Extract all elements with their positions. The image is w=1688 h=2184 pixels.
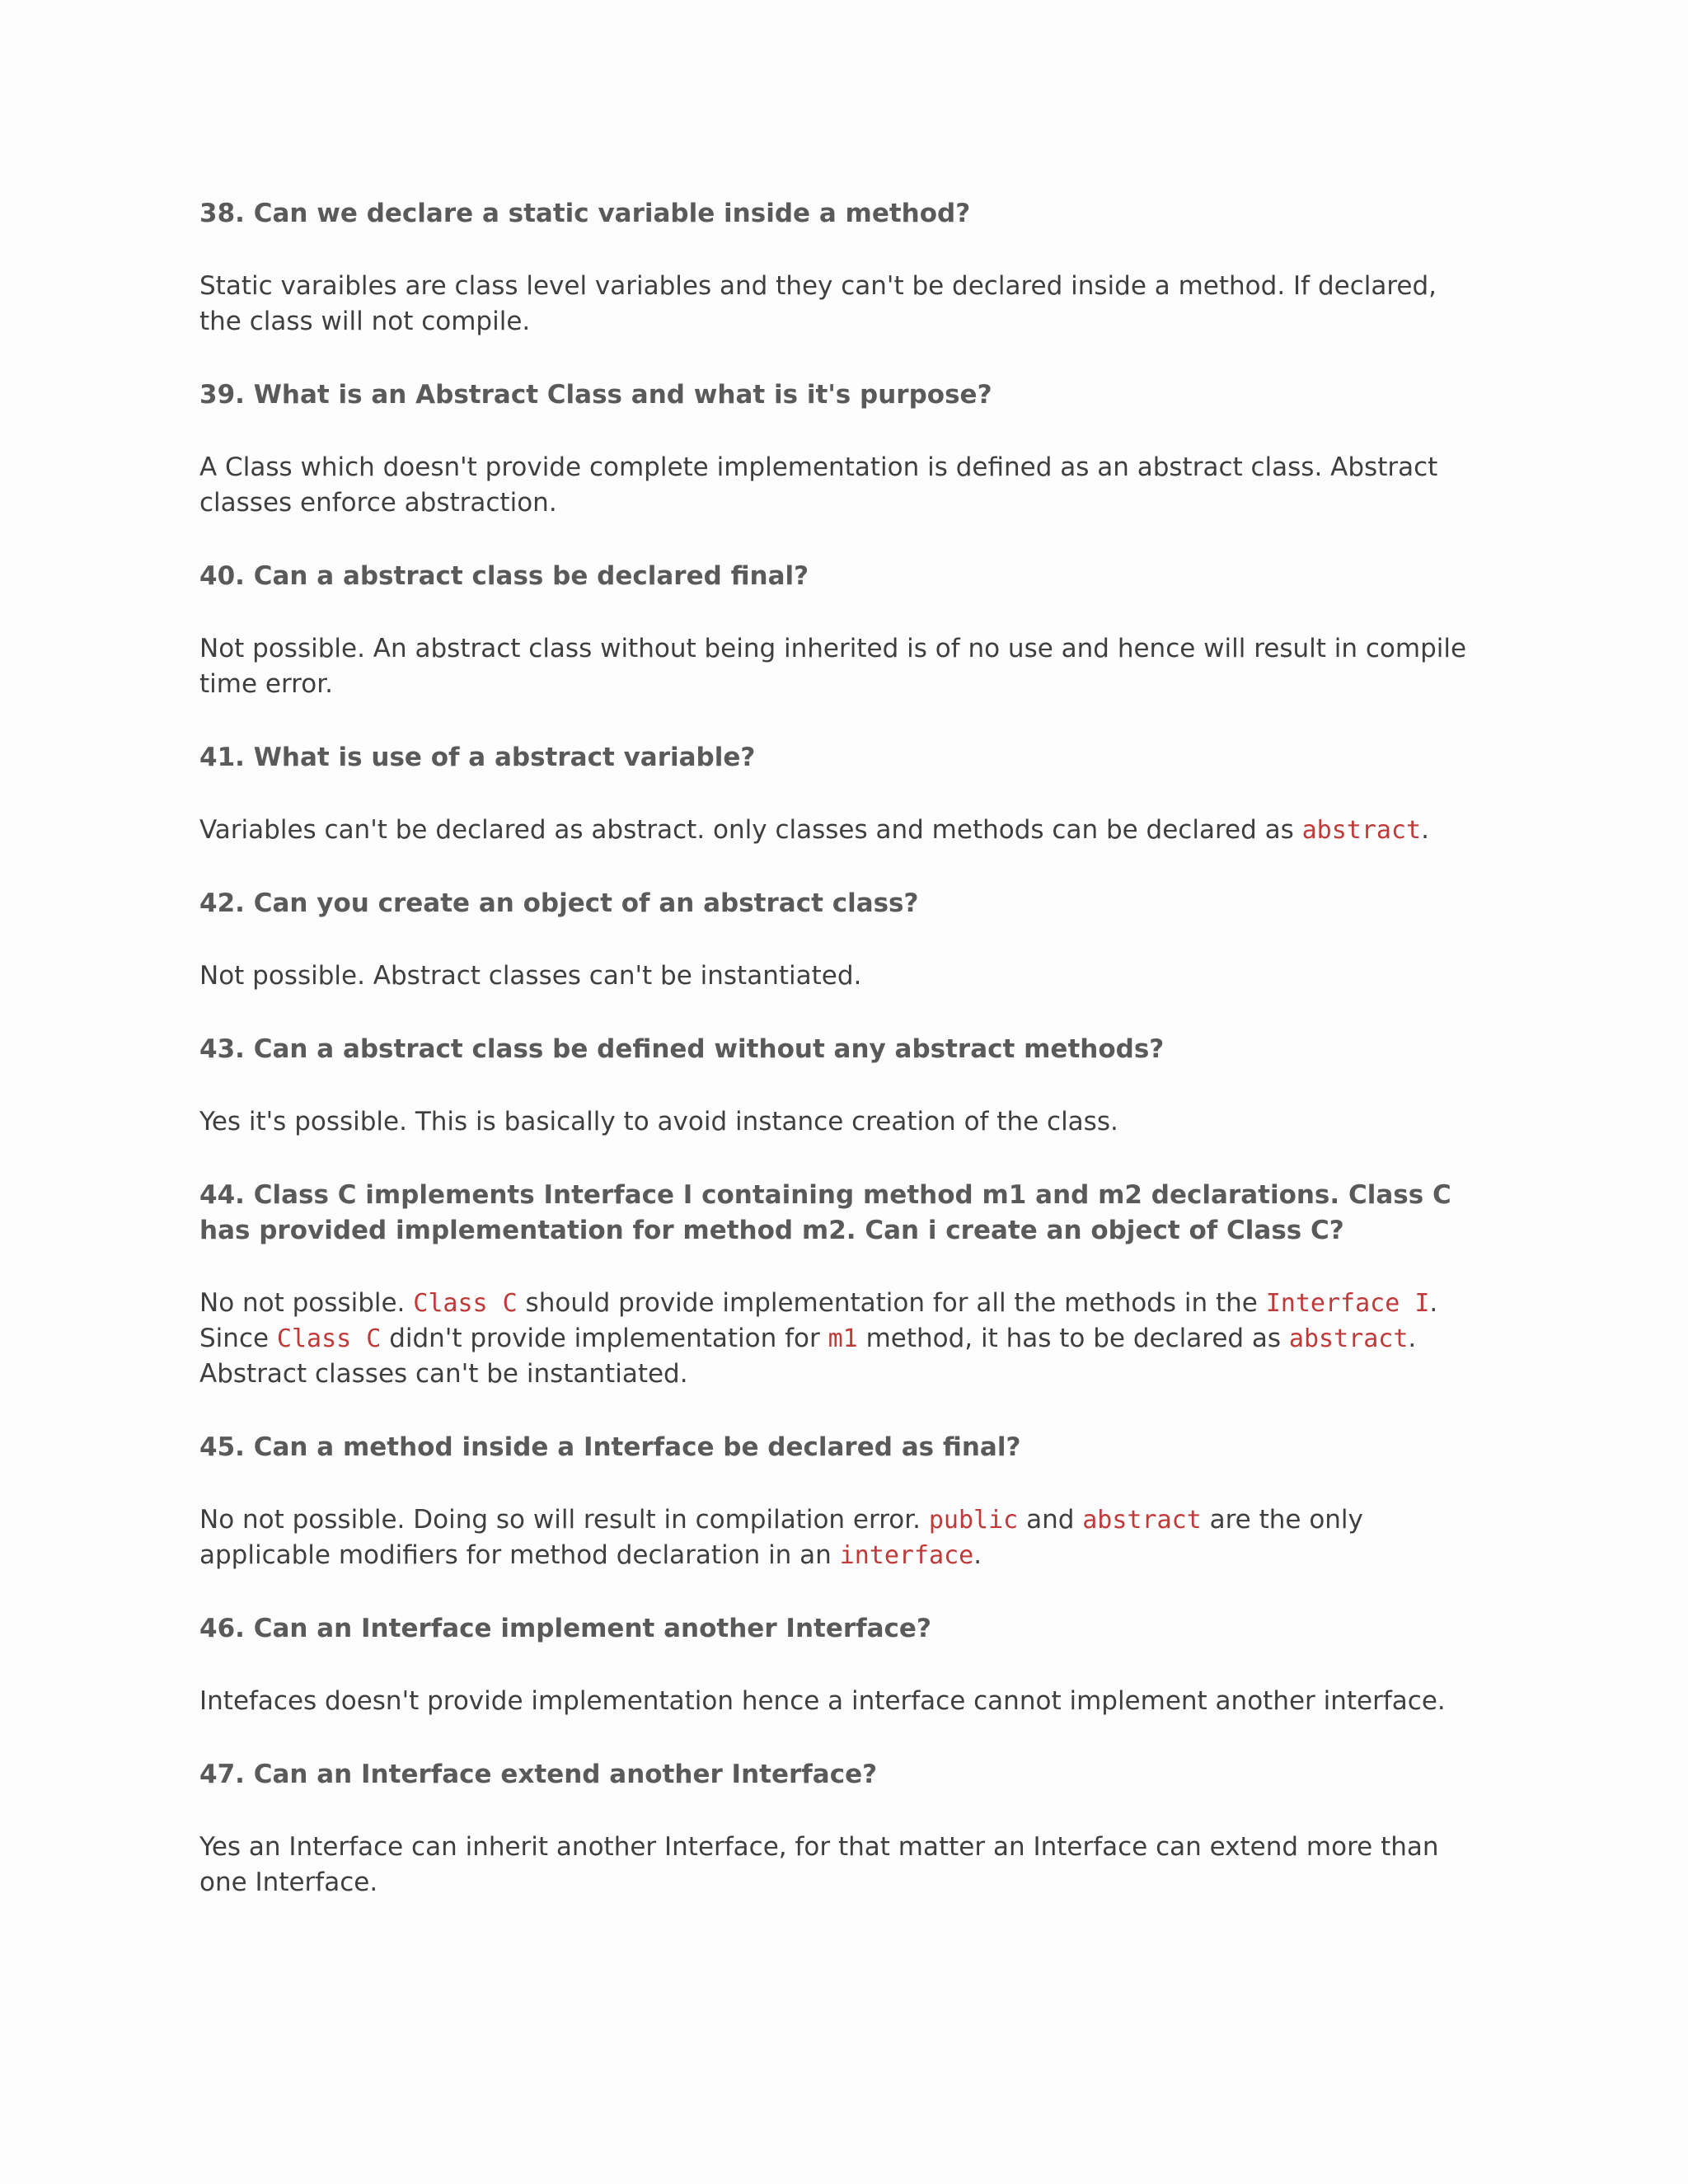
question-heading: 41. What is use of a abstract variable? [199,743,756,772]
inline-code: abstract [1082,1506,1202,1535]
answer-text: . Since [199,1288,1438,1353]
answer-text: Not possible. Abstract classes can't be instantiated. [199,961,862,991]
question-heading: 45. Can a method inside a Interface be declared as final? [199,1432,1021,1462]
inline-code: interface [839,1541,974,1570]
inline-code: Class C [413,1289,518,1318]
answer-paragraph [199,1684,1485,1719]
answer-text: No not possible. [199,1288,414,1318]
question-heading: 38. Can we declare a static variable inside a method? [199,199,971,228]
answer-text: Yes it's possible. This is basically to avoid instance creation of the class. [199,1107,1118,1137]
answer-text: Static varaibles are class level variables and they can't be declared inside a method. If declared, the class will not compile. [199,271,1437,336]
answer-text: A Class which doesn't provide complete implementation is defined as an abstract class. Abstract classes enforce abstraction. [199,452,1438,518]
answer-text: Yes an Interface can inherit another Interface, for that matter an Interface can extend more than one Interface. [199,1832,1439,1897]
answer-paragraph [199,450,1485,521]
qa-item-1 [199,196,1485,340]
inline-code: m1 [828,1324,858,1353]
inline-code: Class C [276,1324,382,1353]
answer-text: . [1421,815,1429,845]
answer-paragraph [199,1830,1485,1900]
qa-list [199,196,1485,1900]
answer-text: Not possible. An abstract class without being inherited is of no use and hence will result in compile time error. [199,634,1467,699]
question-heading: 46. Can an Interface implement another Interface? [199,1614,931,1643]
answer-text: method, it has to be declared as [857,1324,1289,1353]
answer-paragraph [199,1502,1485,1573]
inline-code: public [928,1506,1019,1535]
answer-text: Intefaces doesn't provide implementation hence a interface cannot implement another interface. [199,1686,1446,1716]
answer-text: . [973,1540,982,1570]
qa-item-7 [199,1178,1485,1392]
question-heading: 47. Can an Interface extend another Interface? [199,1760,878,1789]
qa-item-9 [199,1611,1485,1719]
answer-paragraph [199,269,1485,340]
answer-text: No not possible. Doing so will result in compilation error. [199,1505,929,1535]
question-heading: 40. Can a abstract class be declared final? [199,561,809,591]
qa-item-8 [199,1430,1485,1573]
question-heading: 39. What is an Abstract Class and what is it's purpose? [199,380,992,410]
qa-item-5 [199,886,1485,994]
answer-text: and [1018,1505,1083,1535]
inline-code: abstract [1288,1324,1409,1353]
qa-item-10 [199,1757,1485,1900]
qa-item-6 [199,1032,1485,1140]
question-heading: 42. Can you create an object of an abstract class? [199,888,919,918]
answer-text: are the only applicable modifiers for method declaration in an [199,1505,1363,1570]
answer-paragraph [199,1286,1485,1392]
qa-item-4 [199,740,1485,848]
answer-paragraph [199,958,1485,994]
answer-text: Variables can't be declared as abstract. only classes and methods can be declared as [199,815,1302,845]
qa-item-2 [199,377,1485,521]
inline-code: Interface I [1265,1289,1430,1318]
answer-text: should provide implementation for all the methods in the [517,1288,1266,1318]
inline-code: abstract [1301,816,1422,845]
question-heading: 44. Class C implements Interface I containing method m1 and m2 declarations. Class C has provided implementation for method m2. Can i create an object of Class C? [199,1180,1451,1245]
question-heading: 43. Can a abstract class be defined without any abstract methods? [199,1034,1165,1064]
document-page [199,196,1485,1938]
answer-paragraph [199,1104,1485,1140]
answer-text: didn't provide implementation for [381,1324,828,1353]
qa-item-3 [199,559,1485,702]
answer-paragraph [199,631,1485,702]
answer-text: . Abstract classes can't be instantiated. [199,1324,1417,1389]
answer-paragraph [199,813,1485,848]
